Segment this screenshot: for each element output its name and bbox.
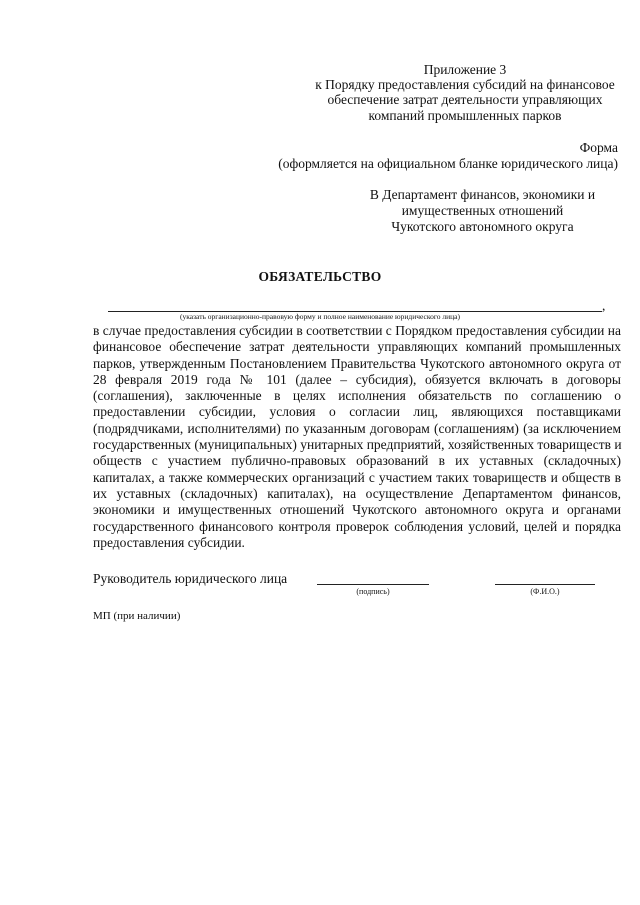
signature-field (317, 584, 429, 585)
body-line: 28 февраля 2019 года № 101 (далее – субсидия), обязуется включать в договоры (93, 371, 621, 387)
form-label: Форма (579, 140, 618, 155)
appendix-line: к Порядку предоставления субсидий на финансовое (315, 77, 615, 93)
addressee-block (350, 187, 615, 234)
full-name-hint: (Ф.И.О.) (530, 587, 560, 596)
org-name-comma: , (602, 298, 606, 313)
form-note: (оформляется на официальном бланке юридического лица) (278, 155, 618, 171)
body-line: государственных (муниципальных) унитарных предприятий, хозяйственных товариществ и (93, 437, 622, 453)
body-line: государственного финансового контроля проверок соблюдения условий, целей и порядка (93, 518, 621, 534)
stamp-note: МП (при наличии) (93, 610, 181, 622)
org-name-hint: (указать организационно-правовую форму и полное наименование юридического лица) (179, 312, 460, 321)
body-line: капиталах, а также коммерческих организаций с участием таких товариществ и обществ в (93, 469, 621, 485)
appendix-line: компаний промышленных парков (368, 107, 562, 123)
full-name-field (495, 584, 595, 585)
body-line: финансовое обеспечение затрат деятельности управляющих компаний промышленных (93, 339, 621, 355)
form-header (278, 140, 618, 171)
addressee-line: Чукотского автономного округа (391, 218, 574, 234)
body-line: их уставных (складочных) капиталах), на осуществление Департаментом финансов, (93, 485, 621, 501)
body-line: (подрядчиками, исполнителями) по указанным договорам (соглашениям) (за исключением (93, 420, 621, 436)
appendix-line: Приложение 3 (423, 62, 507, 77)
body-line: (соглашения), заключенные в целях исполнения обязательств по соглашению о (93, 388, 621, 404)
body-line: предоставления субсидии. (93, 534, 245, 550)
addressee-line: имущественных отношений (401, 202, 564, 218)
body-line: обществ с участием публично-правовых образований в их уставных (складочных) (93, 453, 621, 469)
signatory-label: Руководитель юридического лица (93, 571, 288, 586)
appendix-line: обеспечение затрат деятельности управляющих (327, 92, 603, 108)
obligation-body (93, 323, 621, 551)
addressee-line: В Департамент финансов, экономики и (369, 187, 596, 202)
body-line: предоставлении субсидии, условия о согласии лиц, являющихся поставщиками (93, 404, 621, 420)
document-title: ОБЯЗАТЕЛЬСТВО (258, 269, 382, 284)
org-name-field (108, 299, 602, 312)
body-line: парков, утвержденным Постановлением Правительства Чукотского автономного округа от (93, 355, 621, 371)
body-line: экономики и имущественных отношений Чукотского автономного округа и органами (93, 502, 621, 518)
signature-hint: (подпись) (356, 587, 390, 596)
appendix-header (300, 62, 630, 123)
body-line: в случае предоставления субсидии в соответствии с Порядком предоставления субсидии на (93, 323, 621, 338)
